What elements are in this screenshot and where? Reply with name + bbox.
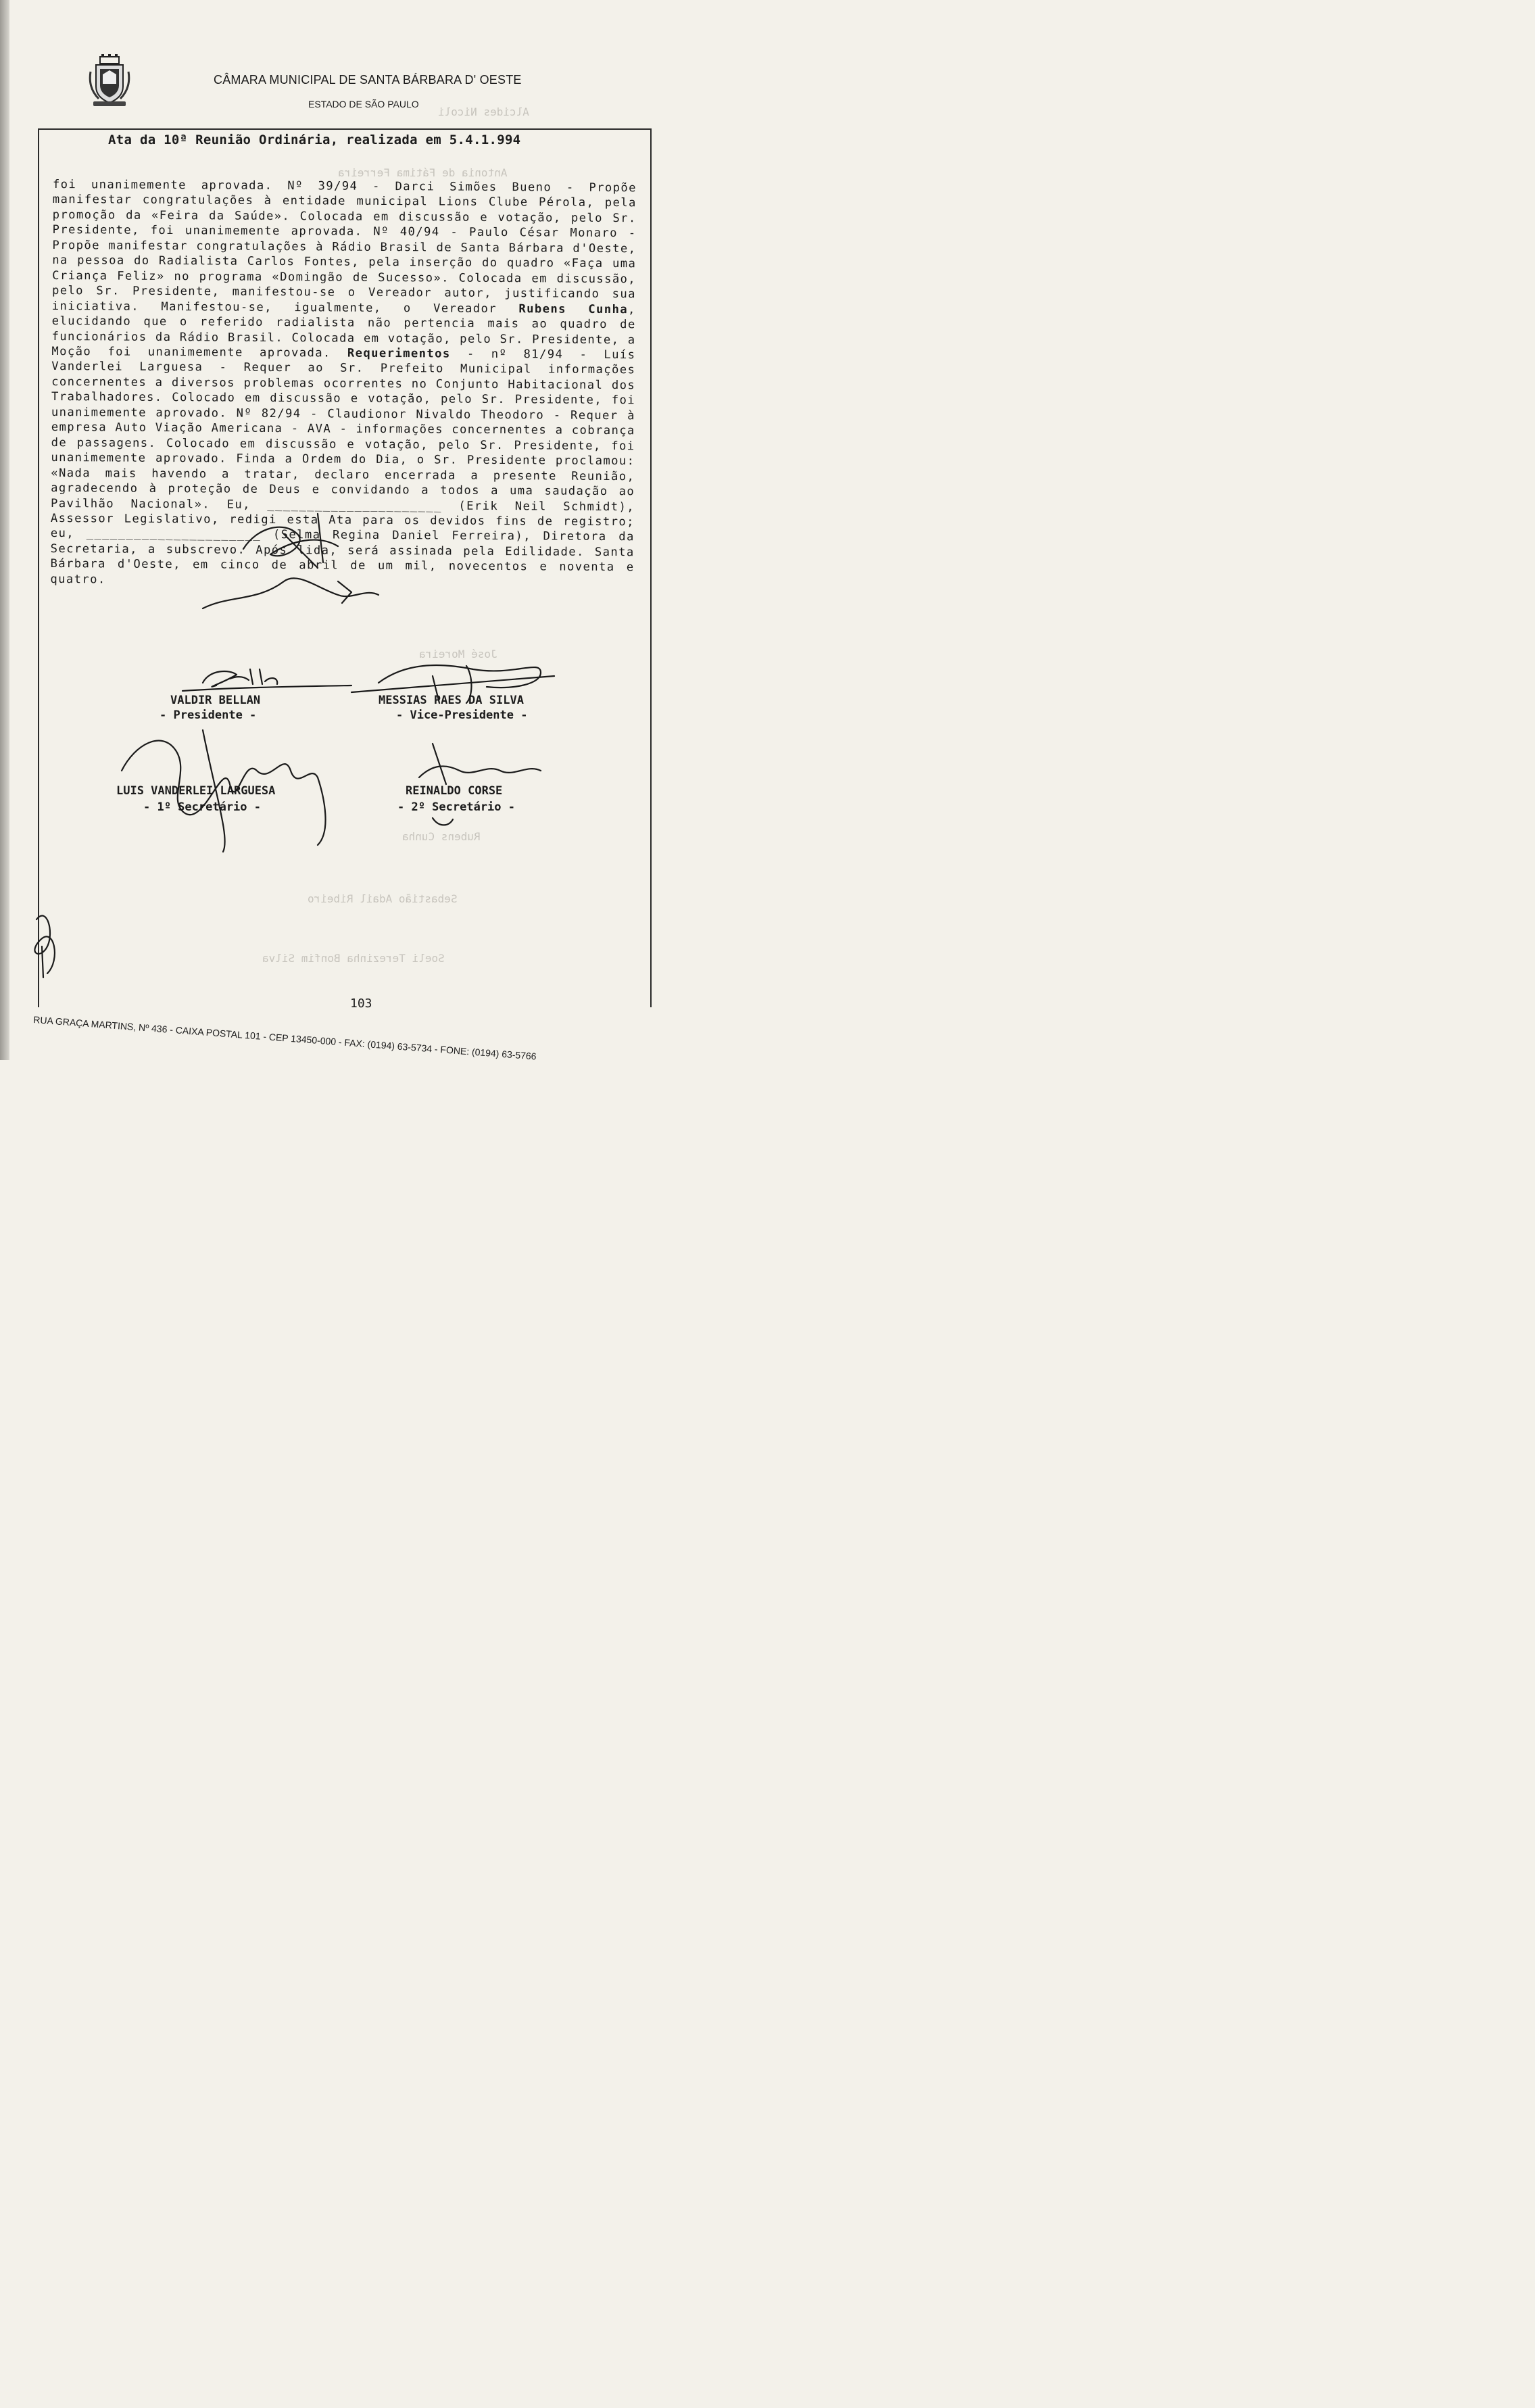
signature-role-first-secretary: - 1º Secretário - — [143, 800, 261, 814]
bleed-through-text: Rubens Cunha — [402, 830, 481, 843]
minutes-body — [50, 177, 637, 591]
requerimentos-heading: Requerimentos — [347, 346, 451, 361]
minutes-paragraph — [50, 177, 637, 591]
signature-name-president: VALDIR BELLAN — [170, 694, 261, 707]
page-number: 103 — [350, 996, 372, 1011]
frame-top-line — [38, 128, 652, 130]
bleed-through-text: Antonia de Fátima Ferreira — [338, 166, 508, 179]
minutes-text-part-3: - nº 81/94 - Luís Vanderlei Larguesa - Requer ao Sr. Prefeito Municipal informações concernentes a diversos problemas ocorrentes no Conjunto Habitacional dos Trabalhadores. Colocado em discussão e votação, pelo Sr. Presidente, foi unanimemente aprovado. Nº 82/94 - Claudionor Nivaldo Theodoro - Requer à empresa Auto Viação Americana - AVA - informações concernentes a cobrança de passagens. Colocado em discussão e votação, pelo Sr. Presidente, foi unanimemente aprovado. Finda a Ordem do Dia, o Sr. Presidente proclamou: «Nada mais havendo a tratar, declaro encerrada a presente Reunião, agradecendo à proteção de Deus e convidando a todos a uma saudação ao Pavilhão Nacional». Eu, ______________________ (Erik Neil Schmidt), Assessor Legislativo, redigi esta Ata para os devidos fins de registro; eu, ______________________ (Selma Regina Daniel Ferreira), Diretora da Secretaria, a subscrevo. Após lida, será assinada pela Edilidade. Santa Bárbara d'Oeste, em cinco de abril de um mil, novecentos e noventa e quatro. — [50, 347, 636, 587]
signature-role-second-secretary: - 2º Secretário - — [397, 800, 515, 814]
bleed-through-text: José Moreira — [419, 648, 497, 660]
signature-name-second-secretary: REINALDO CORSE — [406, 784, 503, 798]
municipal-crest-logo — [87, 54, 132, 108]
document-page — [0, 0, 676, 1060]
bleed-through-text: Soeli Terezinha Bonfim Silva — [262, 952, 445, 965]
institution-name: CÂMARA MUNICIPAL DE SANTA BÁRBARA D' OESTE — [214, 73, 522, 87]
bleed-through-text: Alcides Nicoli — [438, 105, 529, 118]
signature-role-president: - Presidente - — [160, 708, 257, 722]
signature-name-vice-president: MESSIAS PAES DA SILVA — [379, 694, 524, 707]
frame-left-line — [38, 128, 39, 1007]
bleed-through-text: Sebastião Adail Ribeiro — [308, 892, 458, 905]
signature-name-first-secretary: LUIS VANDERLEI LARGUESA — [116, 784, 276, 798]
signature-role-vice-president: - Vice-Presidente - — [396, 708, 528, 722]
footer-address: RUA GRAÇA MARTINS, Nº 436 - CAIXA POSTAL 101 - CEP 13450-000 - FAX: (0194) 63-5734 - FONE: (0194) 63-5766 — [32, 1014, 537, 1062]
councilor-name-bold: Rubens Cunha — [518, 302, 629, 316]
minutes-text-part-1: foi unanimemente aprovada. Nº 39/94 - Darci Simões Bueno - Propõe manifestar congratulações à entidade municipal Lions Clube Pérola, pela promoção da «Feira da Saúde». Colocada em discussão e votação, pelo Sr. Presidente, foi unanimemente aprovada. Nº 40/94 - Paulo César Monaro - Propõe manifestar congratulações à Rádio Brasil de Santa Bárbara d'Oeste, na pessoa do Radialista Carlos Fontes, pela inserção do quadro «Faça uma Criança Feliz» no programa «Domingão de Sucesso». Colocada em discussão, pelo Sr. Presidente, manifestou-se o Vereador autor, justificando sua iniciativa. Manifestou-se, igualmente, o Vereador — [51, 177, 637, 316]
frame-right-line — [650, 128, 652, 1007]
minutes-text-part-2: , elucidando que o referido radialista não pertencia mais ao quadro de funcionários da Rádio Brasil. Colocada em votação, pelo Sr. Presidente, a Moção foi unanimemente aprovada. — [51, 302, 636, 360]
minutes-heading: Ata da 10ª Reunião Ordinária, realizada em 5.4.1.994 — [108, 133, 521, 147]
page-binding-edge — [0, 0, 9, 1060]
state-name: ESTADO DE SÃO PAULO — [308, 99, 419, 110]
